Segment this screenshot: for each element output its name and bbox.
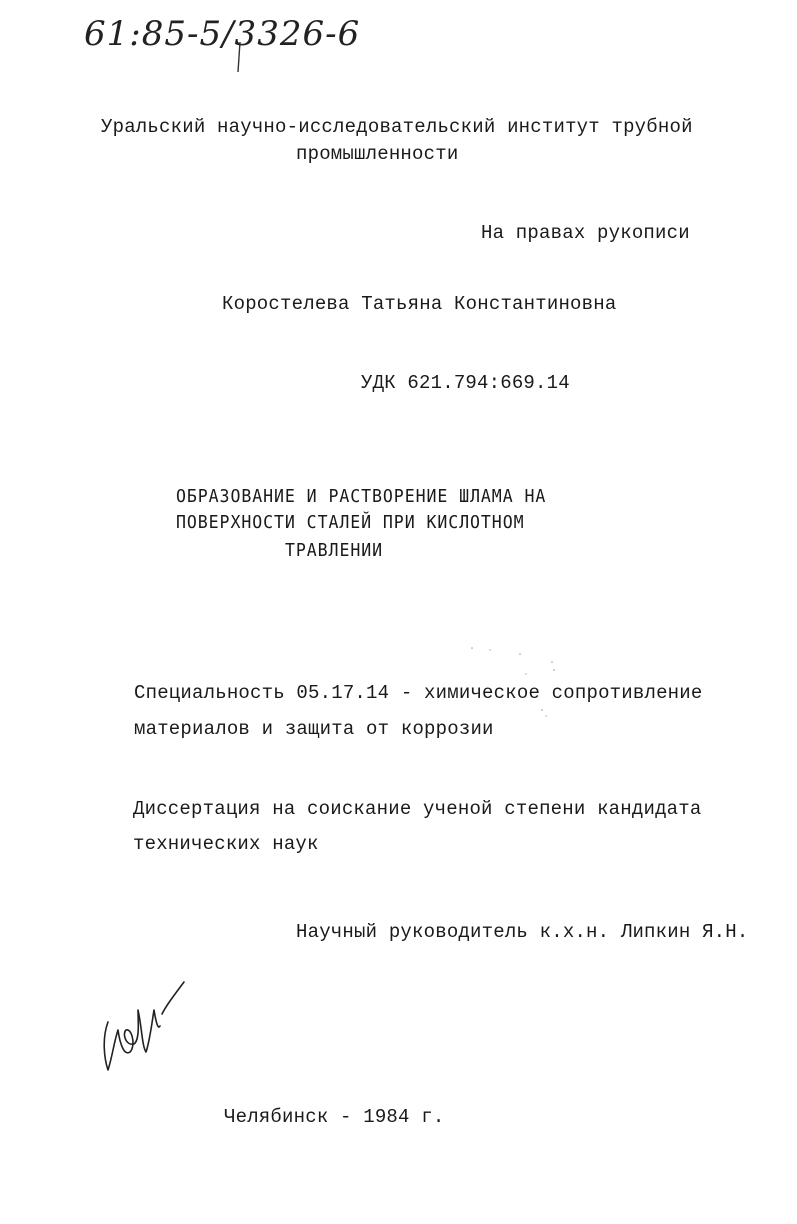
author-name: Коростелева Татьяна Константиновна xyxy=(222,293,617,315)
title-line-3: ТРАВЛЕНИИ xyxy=(285,540,384,561)
manuscript-note: На правах рукописи xyxy=(481,222,690,244)
institute-line-2: промышленности xyxy=(296,143,459,165)
udc-code: УДК 621.794:669.14 xyxy=(361,372,570,394)
archive-number-tick xyxy=(232,40,252,80)
institute-line-1: Уральский научно-исследовательский институт трубной xyxy=(101,116,693,138)
archive-number: 61:85-5/3326-6 xyxy=(84,14,361,54)
city-year: Челябинск - 1984 г. xyxy=(224,1106,445,1128)
dissertation-line-1: Диссертация на соискание ученой степени кандидата xyxy=(133,798,702,820)
specialty-line-1: Специальность 05.17.14 - химическое сопротивление xyxy=(134,682,703,704)
title-line-2: ПОВЕРХНОСТИ СТАЛЕЙ ПРИ КИСЛОТНОМ xyxy=(176,512,525,533)
supervisor: Научный руководитель к.х.н. Липкин Я.Н. xyxy=(296,921,749,943)
specialty-line-2: материалов и защита от коррозии xyxy=(134,718,494,740)
title-line-1: ОБРАЗОВАНИЕ И РАСТВОРЕНИЕ ШЛАМА НА xyxy=(176,486,547,507)
handwritten-signature xyxy=(92,970,202,1080)
paper-specks xyxy=(460,640,580,720)
dissertation-line-2: технических наук xyxy=(133,833,319,855)
